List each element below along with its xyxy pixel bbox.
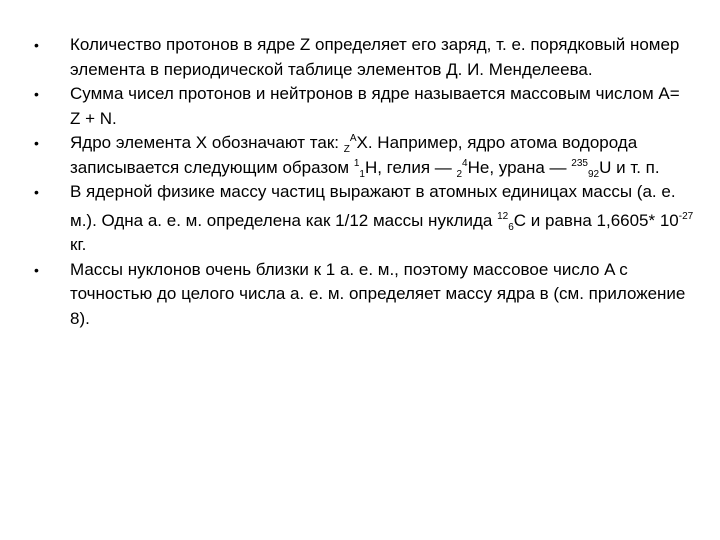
nuclide-mass: 235 <box>571 157 588 169</box>
nuclide-generic <box>344 131 368 156</box>
text-segment: . Например, ядро атома водорода записывается следующим образом <box>70 133 638 177</box>
text-segment: , урана — <box>489 157 572 177</box>
nuclide-charge: 2 <box>456 168 463 180</box>
bullet-dot-icon: • <box>34 37 39 53</box>
bullet-text <box>70 131 694 180</box>
bullet-text: Массы нуклонов очень близки к 1 а. е. м., поэтому массовое число A с точностью до целого числа а. е. м. определяет массу ядра в (см. приложение 8). <box>70 259 686 328</box>
nuclide-symbol: He <box>467 157 490 177</box>
bullet-item-nuclear-charge <box>34 33 694 82</box>
bullet-dot-icon: • <box>34 261 39 278</box>
nuclide-carbon <box>497 209 526 234</box>
bullet-item-nuclide-notation <box>34 131 694 180</box>
nuclide-charge: 6 <box>508 221 514 233</box>
nuclide-mass: A <box>349 133 357 144</box>
text-segment: и равна 1,6605* 10 <box>526 210 679 230</box>
nuclide-symbol: H <box>364 157 378 177</box>
nuclide-charge: 1 <box>359 168 365 180</box>
nuclide-hydrogen <box>354 156 377 181</box>
bullet-dot-icon: • <box>34 184 39 200</box>
text-segment: кг. <box>70 235 87 254</box>
exponent: -27 <box>678 210 694 222</box>
nuclide-uranium <box>571 156 611 181</box>
bullet-item-atomic-mass-unit <box>34 180 694 258</box>
bullet-text: Количество протонов в ядре Z определяет его заряд, т. е. порядковый номер элемента в периодической таблице элементов Д. И. Менделеева. <box>70 35 680 79</box>
bullet-dot-icon: • <box>34 135 39 151</box>
text-segment: и т. п. <box>611 157 660 177</box>
text-segment: Ядро элемента X обозначают так: <box>70 133 344 152</box>
nuclide-mass: 4 <box>462 157 468 169</box>
text-segment: В ядерной физике массу частиц выражают в атомных единицах массы (а. е. м.). Одна а. е. м. определена как 1/12 массы нуклида <box>70 182 676 230</box>
nuclide-mass: 12 <box>497 210 509 222</box>
nuclide-symbol: C <box>513 210 527 230</box>
nuclide-charge: Z <box>343 144 350 155</box>
bullet-item-mass-number <box>34 82 694 131</box>
nuclide-symbol: U <box>599 157 612 177</box>
nuclide-symbol: X <box>356 133 368 152</box>
bullet-text: Сумма чисел протонов и нейтронов в ядре называется массовым числом A= Z + N. <box>70 84 680 128</box>
nuclide-helium <box>456 156 489 181</box>
bullet-list <box>34 33 694 331</box>
nuclide-charge: 92 <box>587 168 600 180</box>
bullet-item-nucleon-mass <box>34 258 694 332</box>
nuclide-mass: 1 <box>353 157 360 169</box>
text-segment: , гелия — <box>377 157 457 177</box>
bullet-dot-icon: • <box>34 86 39 102</box>
bullet-text <box>70 180 694 258</box>
